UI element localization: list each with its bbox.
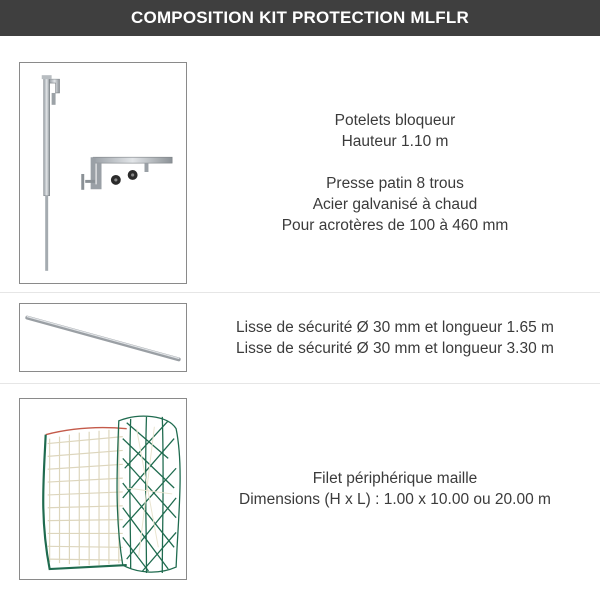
- post-and-clamp-icon: [20, 63, 186, 283]
- post-and-clamp-description: [190, 62, 600, 284]
- description-line: Acier galvanisé à chaud: [312, 196, 478, 213]
- safety-net-icon: [20, 399, 186, 579]
- post-and-clamp-image: [19, 62, 187, 284]
- description-line: Potelets bloqueur: [334, 112, 456, 129]
- safety-rail-icon: [20, 304, 186, 371]
- section-divider: [0, 383, 600, 384]
- description-line: Pour acrotères de 100 à 460 mm: [281, 217, 509, 234]
- section-divider: [0, 292, 600, 293]
- safety-rail-description: [190, 303, 600, 372]
- safety-net-description: [190, 398, 600, 580]
- description-line: Presse patin 8 trous: [326, 175, 464, 192]
- page-header: [0, 0, 600, 36]
- description-line: Dimensions (H x L) : 1.00 x 10.00 ou 20.00 m: [239, 491, 551, 508]
- safety-rail-image: [19, 303, 187, 372]
- description-line: Hauteur 1.10 m: [341, 133, 449, 150]
- description-line: Filet périphérique maille: [312, 470, 478, 487]
- description-line: Lisse de sécurité Ø 30 mm et longueur 3.30 m: [236, 339, 554, 357]
- description-line: Lisse de sécurité Ø 30 mm et longueur 1.65 m: [236, 318, 554, 336]
- safety-net-image: [19, 398, 187, 580]
- page-title: COMPOSITION KIT PROTECTION MLFLR: [131, 8, 469, 27]
